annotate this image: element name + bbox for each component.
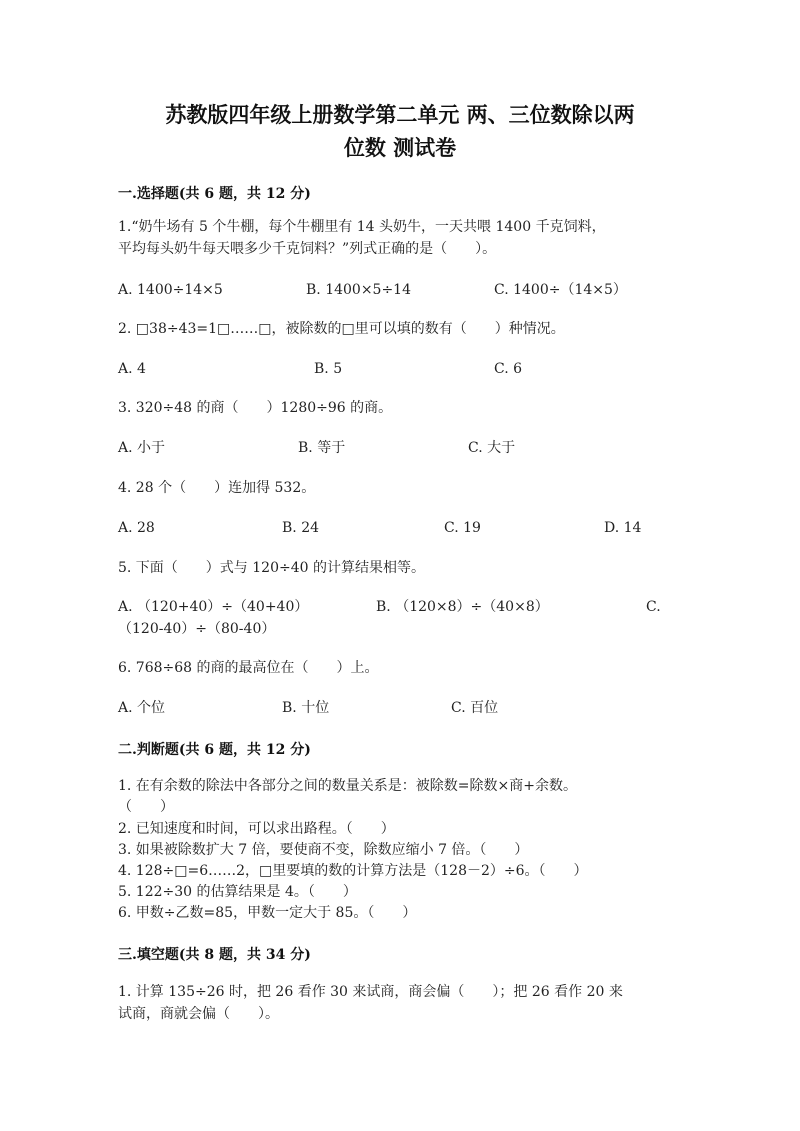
page-title	[90, 98, 710, 164]
judgement-item-5: 5. 122÷30 的估算结果是 4。（ ）	[118, 884, 357, 900]
judgement-item-2: 2. 已知速度和时间，可以求出路程。（ ）	[118, 821, 395, 837]
section-heading-choice: 一.选择题(共 6 题，共 12 分)	[118, 186, 311, 202]
q5-option-b: B. （120×8）÷（40×8）	[376, 599, 549, 615]
q1-option-a: A. 1400÷14×5	[118, 282, 223, 298]
q5-option-a: A. （120+40）÷（40+40）	[118, 599, 309, 615]
question-1-line-2: 平均每头奶牛每天喂多少千克饲料？”列式正确的是（ ）。	[118, 241, 497, 257]
question-1-line-1: 1.“奶牛场有 5 个牛棚，每个牛棚里有 14 头奶牛，一天共喂 1400 千克饲料，	[118, 219, 606, 235]
q4-option-c: C. 19	[444, 520, 481, 536]
judgement-item-6: 6. 甲数÷乙数=85，甲数一定大于 85。（ ）	[118, 905, 417, 921]
judgement-item-1: 1. 在有余数的除法中各部分之间的数量关系是：被除数=除数×商+余数。	[118, 778, 577, 794]
q3-option-b: B. 等于	[298, 440, 346, 456]
q4-option-b: B. 24	[282, 520, 320, 536]
q6-option-c: C. 百位	[451, 700, 499, 716]
fill-question-1-line-2: 试商，商就会偏（ ）。	[118, 1006, 279, 1022]
q2-option-c: C. 6	[494, 361, 523, 377]
q2-option-a: A. 4	[118, 361, 146, 377]
q5-option-c: C.	[646, 599, 661, 615]
q1-option-c: C. 1400÷（14×5）	[494, 282, 627, 298]
q3-option-c: C. 大于	[468, 440, 516, 456]
fill-question-1-line-1: 1. 计算 135÷26 时，把 26 看作 30 来试商，商会偏（ ）；把 26 看作 20 来	[118, 984, 623, 1000]
q6-option-a: A. 个位	[118, 700, 166, 716]
question-5: 5. 下面（ ）式与 120÷40 的计算结果相等。	[118, 560, 425, 576]
section-heading-judgement: 二.判断题(共 6 题，共 12 分)	[118, 742, 311, 758]
q4-option-d: D. 14	[604, 520, 642, 536]
q6-option-b: B. 十位	[282, 700, 330, 716]
section-heading-fill-blank: 三.填空题(共 8 题，共 34 分)	[118, 947, 311, 963]
q4-option-a: A. 28	[118, 520, 155, 536]
question-3: 3. 320÷48 的商（ ）1280÷96 的商。	[118, 400, 393, 416]
title-line-2: 位数 测试卷	[343, 135, 457, 160]
q2-option-b: B. 5	[314, 361, 343, 377]
question-6: 6. 768÷68 的商的最高位在（ ）上。	[118, 660, 379, 676]
judgement-item-4: 4. 128÷□=6……2，□里要填的数的计算方法是（128－2）÷6。（ ）	[118, 863, 588, 879]
q3-option-a: A. 小于	[118, 440, 166, 456]
q1-option-b: B. 1400×5÷14	[306, 282, 411, 298]
judgement-item-1-answer: （ ）	[118, 799, 174, 815]
question-4: 4. 28 个（ ）连加得 532。	[118, 480, 316, 496]
question-2: 2. □38÷43=1□……□，被除数的□里可以填的数有（ ）种情况。	[118, 321, 565, 337]
q5-option-c-continued: （120-40）÷（80-40）	[118, 621, 276, 637]
title-line-1: 苏教版四年级上册数学第二单元 两、三位数除以两	[165, 102, 635, 127]
judgement-item-3: 3. 如果被除数扩大 7 倍，要使商不变，除数应缩小 7 倍。（ ）	[118, 842, 529, 858]
